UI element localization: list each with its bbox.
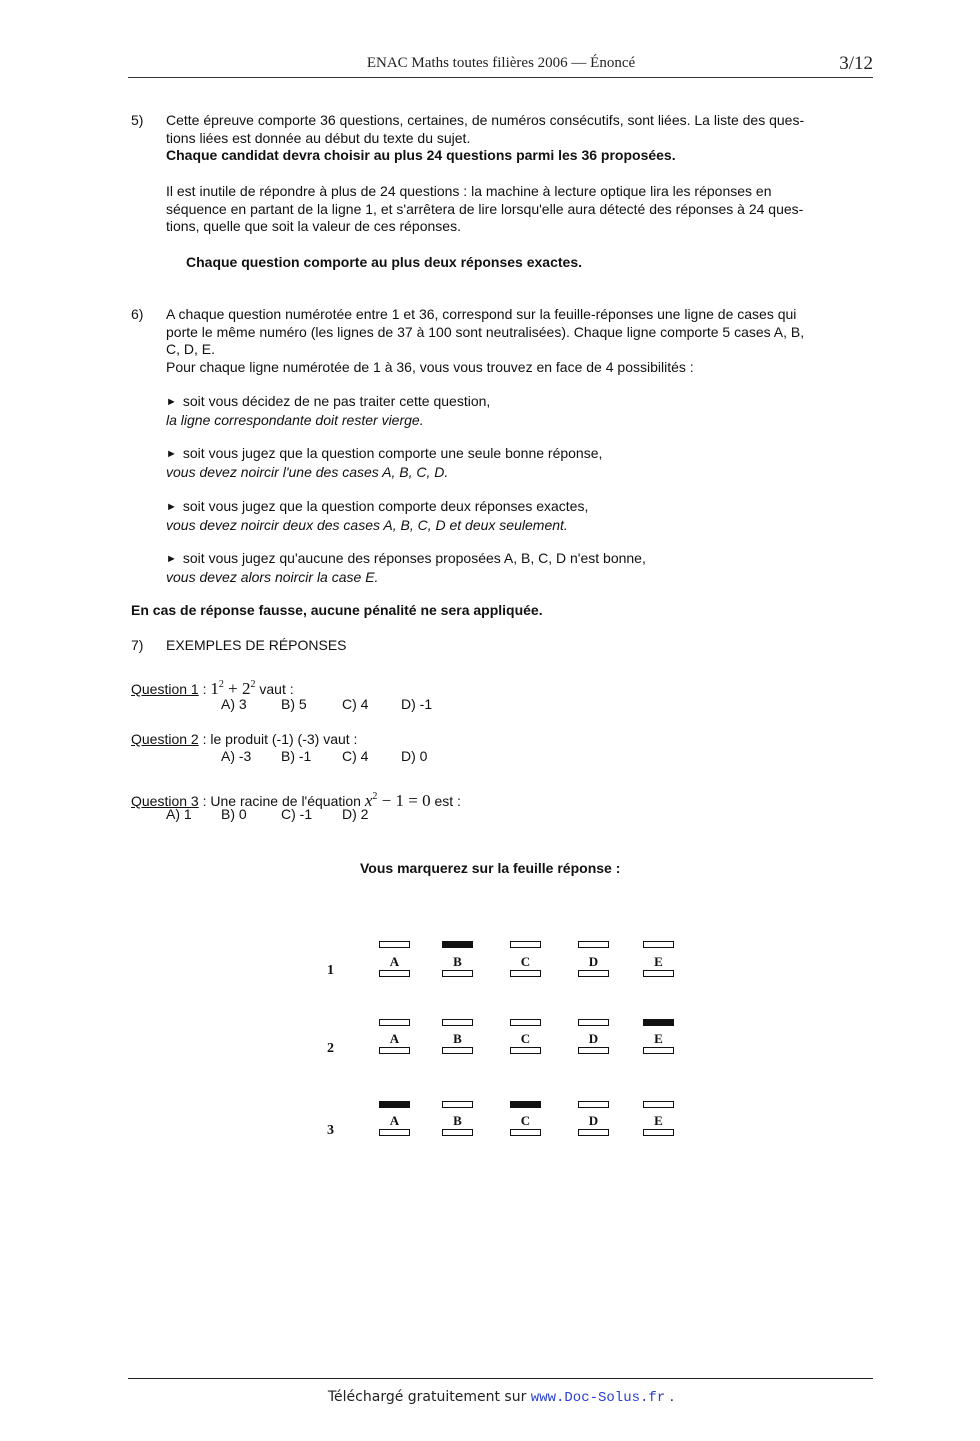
answer-letter: D xyxy=(588,954,599,969)
answer-letter: C xyxy=(520,1113,531,1128)
answer-row-number: 3 xyxy=(327,1123,334,1138)
question-1-answer-b: B) 5 xyxy=(281,696,307,712)
running-header-title: ENAC Maths toutes filières 2006 — Énoncé xyxy=(366,55,636,71)
option-3-note: vous devez noircir deux des cases A, B, C, D et deux seulement. xyxy=(166,516,568,533)
footer-rule xyxy=(128,1378,873,1379)
answer-letter: E xyxy=(654,1113,663,1128)
answer-box-2-c-bottom[interactable] xyxy=(510,1047,541,1054)
section-6-line-4: Pour chaque ligne numérotée de 1 à 36, vous vous trouvez en face de 4 possibilités : xyxy=(166,358,694,375)
section-6-line-2: porte le même numéro (les lignes de 37 à 100 sont neutralisées). Chaque ligne comporte 5 cases A, B, xyxy=(166,323,805,340)
formula-exp-1: 2 xyxy=(218,679,224,690)
formula-op: + xyxy=(223,679,242,698)
option-1 xyxy=(166,393,490,429)
answer-box-3-a-top-filled[interactable] xyxy=(379,1101,410,1108)
answer-letter: D xyxy=(588,1031,599,1046)
answer-sheet-title: Vous marquerez sur la feuille réponse : xyxy=(360,860,621,876)
triangle-bullet-icon: ► xyxy=(166,448,177,460)
answer-letter: C xyxy=(520,954,531,969)
answer-box-1-d-top[interactable] xyxy=(578,941,609,948)
section-5-para2-line-2: séquence en partant de la ligne 1, et s'arrêtera de lire lorsqu'elle aura détecté des réponses à 24 ques- xyxy=(166,200,804,217)
question-2-text: le produit (-1) (-3) vaut : xyxy=(210,731,358,747)
answer-box-3-b-bottom[interactable] xyxy=(442,1129,473,1136)
section-6-number: 6) xyxy=(131,306,144,322)
answer-box-2-e-bottom[interactable] xyxy=(643,1047,674,1054)
answer-box-1-b-bottom[interactable] xyxy=(442,970,473,977)
option-4-text: soit vous jugez qu'aucune des réponses proposées A, B, C, D n'est bonne, xyxy=(182,550,646,566)
answer-letter: E xyxy=(654,1031,663,1046)
section-5-number: 5) xyxy=(131,112,144,128)
answer-letter: C xyxy=(520,1031,531,1046)
question-1-sep: : xyxy=(198,681,211,697)
answer-letter: B xyxy=(453,954,462,969)
section-5-para2-line-1: Il est inutile de répondre à plus de 24 questions : la machine à lecture optique lira les réponses en xyxy=(166,183,772,199)
equation-exp: 2 xyxy=(372,791,378,802)
answer-box-3-a-bottom[interactable] xyxy=(379,1129,410,1136)
triangle-bullet-icon: ► xyxy=(166,501,177,513)
question-2-answer-d: D) 0 xyxy=(401,748,428,764)
answer-letter: A xyxy=(389,954,400,969)
option-3-text: soit vous jugez que la question comporte deux réponses exactes, xyxy=(182,498,589,514)
option-4-note: vous devez alors noircir la case E. xyxy=(166,568,379,585)
footer-suffix: . xyxy=(665,1389,675,1405)
equation-rest: − 1 = 0 xyxy=(377,791,431,810)
section-5-paragraph-2 xyxy=(166,183,873,236)
question-1-label: Question 1 xyxy=(131,681,199,697)
option-1-note: la ligne correspondante doit rester vierge. xyxy=(166,411,424,428)
question-3-answer-b: B) 0 xyxy=(221,806,247,822)
section-5-bold-center: Chaque question comporte au plus deux réponses exactes. xyxy=(186,254,582,270)
answer-box-3-b-top[interactable] xyxy=(442,1101,473,1108)
page-number: 3/12 xyxy=(839,53,873,74)
question-3-answer-a: A) 1 xyxy=(166,806,192,822)
footer-text: Téléchargé gratuitement sur xyxy=(327,1389,531,1405)
option-2 xyxy=(166,445,602,481)
question-1-suffix: vaut : xyxy=(259,681,294,697)
answer-box-1-e-top[interactable] xyxy=(643,941,674,948)
answer-box-1-a-bottom[interactable] xyxy=(379,970,410,977)
option-3 xyxy=(166,498,588,534)
section-5-body xyxy=(166,112,873,165)
section-7-number: 7) xyxy=(131,637,144,653)
question-1-answer-c: C) 4 xyxy=(342,696,369,712)
answer-letter: E xyxy=(654,954,663,969)
question-2-answer-c: C) 4 xyxy=(342,748,369,764)
question-2-prompt xyxy=(131,731,357,749)
answer-box-3-d-bottom[interactable] xyxy=(578,1129,609,1136)
question-2-label: Question 2 xyxy=(131,731,199,747)
question-1-answer-a: A) 3 xyxy=(221,696,247,712)
answer-box-2-b-bottom[interactable] xyxy=(442,1047,473,1054)
question-3-equation xyxy=(365,791,431,810)
question-3-text: Une racine de l'équation xyxy=(210,793,361,809)
question-2-answer-b: B) -1 xyxy=(281,748,312,764)
question-3-answer-c: C) -1 xyxy=(281,806,313,822)
answer-box-1-b-top-filled[interactable] xyxy=(442,941,473,948)
answer-box-2-a-top[interactable] xyxy=(379,1019,410,1026)
section-5-bold-rule: Chaque candidat devra choisir au plus 24 questions parmi les 36 proposées. xyxy=(166,147,676,163)
answer-box-1-d-bottom[interactable] xyxy=(578,970,609,977)
option-1-text: soit vous décidez de ne pas traiter cette question, xyxy=(182,393,491,409)
footer xyxy=(0,1389,980,1406)
header-rule xyxy=(128,77,873,78)
section-5-para2-line-3: tions, quelle que soit la valeur de ces réponses. xyxy=(166,218,461,234)
section-6-line-1: A chaque question numérotée entre 1 et 36, correspond sur la feuille-réponses une ligne de cases qui xyxy=(166,306,797,322)
answer-letter: A xyxy=(389,1113,400,1128)
answer-box-2-d-bottom[interactable] xyxy=(578,1047,609,1054)
formula-base-2: 2 xyxy=(241,679,251,698)
answer-letter: D xyxy=(588,1113,599,1128)
question-2-sep: : xyxy=(198,731,211,747)
question-1-answer-d: D) -1 xyxy=(401,696,433,712)
answer-box-3-c-bottom[interactable] xyxy=(510,1129,541,1136)
answer-box-1-c-bottom[interactable] xyxy=(510,970,541,977)
answer-box-3-c-top-filled[interactable] xyxy=(510,1101,541,1108)
option-2-text: soit vous jugez que la question comporte une seule bonne réponse, xyxy=(182,445,603,461)
question-3-answer-d: D) 2 xyxy=(342,806,369,822)
question-1-prompt xyxy=(131,676,294,699)
answer-box-2-e-top-filled[interactable] xyxy=(643,1019,674,1026)
question-2-answer-a: A) -3 xyxy=(221,748,252,764)
section-5-line-1: Cette épreuve comporte 36 questions, certaines, de numéros consécutifs, sont liées. La liste des ques- xyxy=(166,112,805,128)
penalty-notice: En cas de réponse fausse, aucune pénalité ne sera appliquée. xyxy=(131,602,543,618)
answer-box-3-e-bottom[interactable] xyxy=(643,1129,674,1136)
triangle-bullet-icon: ► xyxy=(166,553,177,565)
answer-box-2-d-top[interactable] xyxy=(578,1019,609,1026)
option-2-note: vous devez noircir l'une des cases A, B, C, D. xyxy=(166,463,449,480)
equation-var: x xyxy=(364,791,373,810)
answer-box-3-d-top[interactable] xyxy=(578,1101,609,1108)
answer-letter: B xyxy=(453,1031,462,1046)
answer-box-1-c-top[interactable] xyxy=(510,941,541,948)
option-4 xyxy=(166,550,646,586)
question-3-label: Question 3 xyxy=(131,793,199,809)
question-3-suffix: est : xyxy=(434,793,461,809)
section-5-line-2: tions liées est donnée au début du texte du sujet. xyxy=(166,129,471,146)
answer-box-2-a-bottom[interactable] xyxy=(379,1047,410,1054)
answer-box-2-c-top[interactable] xyxy=(510,1019,541,1026)
formula-base-1: 1 xyxy=(210,679,219,698)
answer-letter: A xyxy=(389,1031,400,1046)
section-6-line-3: C, D, E. xyxy=(166,341,216,357)
formula-exp-2: 2 xyxy=(250,679,256,690)
answer-box-3-e-top[interactable] xyxy=(643,1101,674,1108)
triangle-bullet-icon: ► xyxy=(166,396,177,408)
footer-link[interactable]: www.Doc-Solus.fr xyxy=(530,1390,666,1406)
answer-row-number: 2 xyxy=(327,1041,334,1056)
section-6-body xyxy=(166,306,873,376)
answer-row-number: 1 xyxy=(327,963,334,978)
answer-box-2-b-top[interactable] xyxy=(442,1019,473,1026)
answer-letter: B xyxy=(453,1113,462,1128)
answer-box-1-a-top[interactable] xyxy=(379,941,410,948)
question-3-sep: : xyxy=(198,793,211,809)
section-7-title: EXEMPLES DE RÉPONSES xyxy=(166,637,347,653)
answer-box-1-e-bottom[interactable] xyxy=(643,970,674,977)
